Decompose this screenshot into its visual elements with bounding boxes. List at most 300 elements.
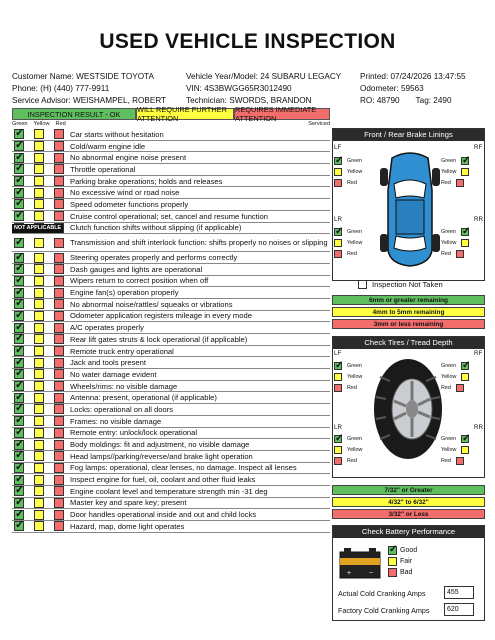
green-checkbox[interactable] [14,437,25,450]
inspection-item-label: Cruise control operational; set, cancel and resume function [70,211,268,221]
inspection-item-label: Locks: operational on all doors [70,404,174,414]
red-checkbox[interactable] [54,369,64,379]
yellow-checkbox[interactable] [34,264,44,274]
inspection-row [12,357,330,369]
inspection-row [12,346,330,358]
green-checkbox[interactable] [14,425,25,438]
option-label: Red [347,385,357,391]
svg-text:+: + [347,570,352,577]
status-legend [12,105,330,123]
tire-lf-red-option[interactable] [334,384,357,392]
check-icon: ✓ [15,414,25,427]
red-checkbox[interactable] [54,393,64,403]
green-checkbox[interactable] [14,381,24,391]
inspection-row [12,141,330,153]
red-checkbox[interactable] [54,164,64,174]
yellow-checkbox[interactable] [34,369,44,379]
red-checkbox[interactable] [54,381,64,391]
sublabel-green: Green [12,121,28,127]
yellow-checkbox[interactable] [34,404,44,414]
red-checkbox[interactable] [388,568,397,577]
inspection-item-label: Car starts without hesitation [70,129,164,139]
check-icon: ✓ [15,209,25,222]
inspection-row [12,381,330,393]
inspection-item-label: No excessive wind or road noise [70,188,180,198]
green-checkbox[interactable] [14,521,24,531]
inspection-item-label: Engine fan(s) operation properly [70,288,179,298]
check-icon: ✓ [15,332,25,345]
yellow-checkbox[interactable] [34,428,44,438]
green-checkbox[interactable] [14,235,25,248]
yellow-checkbox[interactable] [34,188,44,198]
battery-bad-option[interactable] [388,568,412,577]
option-label: Fair [400,558,413,565]
yellow-checkbox[interactable] [34,521,44,531]
option-label: Green [347,436,362,442]
option-label: Red [441,251,451,257]
yellow-checkbox[interactable] [34,463,44,473]
legend-further-attention: WILL REQUIRE FURTHER ATTENTION [136,108,234,120]
inspection-item-label: Wheels/rims: no visible damage [70,381,178,391]
inspection-item-label: Remote entry: unlock/lock operational [70,428,198,438]
check-icon: ✓ [15,197,25,210]
battery-fair-option[interactable] [388,557,412,566]
inspection-item-label: Speed odometer functions properly [70,199,189,209]
green-checkbox[interactable] [14,460,25,473]
inspection-item-label: Door handles operational inside and out and child locks [70,510,257,520]
yellow-checkbox[interactable] [334,446,342,454]
brake-lr-green-option[interactable] [334,228,362,236]
green-checkbox[interactable] [14,250,25,263]
inspection-row [12,187,330,199]
check-icon: ✓ [15,472,25,485]
vehicle-model: Vehicle Year/Model: 24 SUBARU LEGACY [186,72,342,81]
option-label: Bad [400,569,413,576]
yellow-checkbox[interactable] [34,129,44,139]
red-checkbox[interactable] [456,250,464,258]
technician: Technician: SWORDS, BRANDON [186,96,312,105]
check-icon: ✓ [15,262,25,275]
yellow-checkbox[interactable] [388,557,397,566]
option-label: Yellow [347,169,363,175]
yellow-checkbox[interactable] [34,393,44,403]
inspection-row [12,474,330,486]
inspection-item-label: Engine coolant level and temperature strength min -31 deg [70,486,268,496]
option-label: Yellow [441,169,457,175]
inspection-row [12,164,330,176]
check-icon: ✓ [15,519,25,532]
inspection-row [12,334,330,346]
inspection-item-label: Inspect engine for fuel, oil, coolant and other fluid leaks [70,475,256,485]
green-checkbox[interactable] [14,150,25,163]
tire-icon [370,357,446,461]
check-icon: ✓ [15,425,25,438]
check-icon: ✓ [15,507,25,520]
brake-lf-label: LF [334,144,342,151]
yellow-checkbox[interactable] [34,153,44,163]
inspection-item-label: Remote truck entry operational [70,346,174,356]
red-checkbox[interactable] [54,299,64,309]
tire-lf-green-option[interactable] [334,362,362,370]
inspection-row [12,369,330,381]
red-checkbox[interactable] [54,253,64,263]
not-taken-checkbox[interactable] [358,280,367,289]
brake-lr-label: LR [334,216,342,223]
green-checkbox[interactable] [334,228,342,236]
inspection-row [12,416,330,428]
green-checkbox[interactable] [14,390,25,403]
factory-cca-label: Factory Cold Cranking Amps [338,606,430,615]
green-checkbox[interactable] [334,157,342,165]
inspection-item-label: Antenna: present, operational (if applicable) [70,393,217,403]
inspection-item-label: Cold/warm engine idle [70,141,146,151]
inspection-row [12,129,330,141]
green-checkbox[interactable] [334,362,342,370]
green-checkbox[interactable] [14,211,24,221]
yellow-checkbox[interactable] [34,475,44,485]
sublabel-red: Red [55,121,66,127]
factory-cca-field[interactable]: 620 [444,603,474,616]
option-label: Good [400,547,418,554]
inspection-item-label: No water damage evident [70,369,157,379]
red-checkbox[interactable] [334,250,342,258]
brake-lr-yellow-option[interactable] [334,239,362,247]
red-checkbox[interactable] [54,440,64,450]
green-checkbox[interactable] [461,362,469,370]
green-checkbox[interactable] [14,164,24,174]
option-label: Red [441,385,451,391]
inspection-row [12,287,330,299]
option-label: Green [441,363,456,369]
inspection-item-label: No abnormal noise/rattles/ squeaks or vibrations [70,299,233,309]
brake-panel-title: Front / Rear Brake Linings [333,129,484,141]
check-icon: ✓ [335,433,344,444]
inspection-item-label: Throttle operational [70,164,136,174]
check-icon: ✓ [461,226,471,237]
brake-lf-yellow-option[interactable] [334,168,362,176]
red-checkbox[interactable] [54,463,64,473]
inspection-row [12,521,330,533]
yellow-checkbox[interactable] [34,211,44,221]
tire-band-green: 7/32" or Greater [332,485,485,495]
yellow-checkbox[interactable] [34,276,44,286]
printed-date: Printed: 07/24/2026 13:47:55 [360,72,466,81]
check-icon: ✓ [15,174,25,187]
green-checkbox[interactable] [14,346,24,356]
inspection-item-label: Parking brake operations; holds and releases [70,176,223,186]
option-label: Yellow [347,447,363,453]
red-checkbox[interactable] [54,521,64,531]
yellow-checkbox[interactable] [34,141,44,151]
red-checkbox[interactable] [54,358,64,368]
green-checkbox[interactable] [14,355,25,368]
green-checkbox[interactable] [14,495,25,508]
inspection-item-label: Head lamps//parking/reverse/and brake light operation [70,451,253,461]
yellow-checkbox[interactable] [34,416,44,426]
inspection-row [12,486,330,498]
page-title: USED VEHICLE INSPECTION [99,30,396,53]
green-checkbox[interactable] [14,334,24,344]
red-checkbox[interactable] [456,179,464,187]
svg-text:−: − [369,570,374,577]
green-checkbox[interactable] [14,486,24,496]
inspection-item-label: Transmission and shift interlock function: shifts properly no noises or slipping [70,237,328,247]
red-checkbox[interactable] [334,384,342,392]
inspection-row [12,176,330,188]
yellow-checkbox[interactable] [34,510,44,520]
yellow-checkbox[interactable] [34,440,44,450]
yellow-checkbox[interactable] [34,451,44,461]
option-label: Red [347,180,357,186]
check-icon: ✓ [15,402,25,415]
red-checkbox[interactable] [334,457,342,465]
green-checkbox[interactable] [14,185,25,198]
option-label: Red [441,458,451,464]
red-checkbox[interactable] [54,510,64,520]
check-icon: ✓ [15,390,25,403]
service-advisor: Service Advisor: WEISHAMPEL, ROBERT [12,96,167,105]
odometer: Odometer: 59563 [360,84,424,93]
check-icon: ✓ [15,367,25,380]
check-icon: ✓ [15,297,25,310]
yellow-checkbox[interactable] [34,176,44,186]
green-checkbox[interactable] [461,157,469,165]
yellow-checkbox[interactable] [34,288,44,298]
red-checkbox[interactable] [54,141,64,151]
inspection-row [12,439,330,451]
battery-good-option[interactable] [388,546,417,555]
red-checkbox[interactable] [54,199,64,209]
green-checkbox[interactable] [461,228,469,236]
red-checkbox[interactable] [54,264,64,274]
yellow-checkbox[interactable] [334,168,342,176]
red-checkbox[interactable] [54,188,64,198]
green-checkbox[interactable] [14,299,24,309]
option-label: Green [441,229,456,235]
check-icon: ✓ [15,379,25,392]
tire-lr-red-option[interactable] [334,457,357,465]
inspection-row [12,308,330,323]
green-checkbox[interactable] [14,320,25,333]
vehicle-vin: VIN: 4S3BWGG65R3012490 [186,84,292,93]
yellow-checkbox[interactable] [461,373,469,381]
inspection-row [12,322,330,334]
tag-number: Tag: 2490 [415,96,452,105]
green-checkbox[interactable] [334,435,342,443]
check-icon: ✓ [389,544,398,555]
sublabel-serviced: Serviced [308,121,330,127]
customer-info [12,71,166,107]
green-checkbox[interactable] [14,404,24,414]
inspection-row [12,234,330,252]
inspection-row [12,199,330,211]
green-checkbox[interactable] [14,308,25,321]
yellow-checkbox[interactable] [461,446,469,454]
yellow-checkbox[interactable] [334,373,342,381]
red-checkbox[interactable] [54,238,64,248]
option-label: Yellow [441,374,457,380]
inspection-row [12,460,330,475]
inspection-item-label: Fog lamps: operational, clear lenses, no damage. Inspect all lenses [70,463,297,473]
inspection-row [12,392,330,404]
sublabel-yellow: Yellow [33,121,50,127]
inspection-item-label: Frames: no visible damage [70,416,162,426]
not-taken-label: Inspection Not Taken [372,280,443,289]
tire-lf-yellow-option[interactable] [334,373,362,381]
check-icon: ✓ [15,127,25,140]
yellow-checkbox[interactable] [34,381,44,391]
yellow-checkbox[interactable] [34,164,44,174]
yellow-checkbox[interactable] [34,486,44,496]
check-icon: ✓ [15,437,25,450]
check-icon: ✓ [461,433,471,444]
tire-rf-label: RF [474,350,483,357]
option-label: Red [347,458,357,464]
check-icon: ✓ [15,273,25,286]
check-icon: ✓ [15,139,25,152]
red-checkbox[interactable] [456,384,464,392]
red-checkbox[interactable] [54,475,64,485]
green-checkbox[interactable] [14,451,24,461]
inspection-item-label: Steering operates properly and performs correctly [70,253,238,263]
green-checkbox[interactable] [14,285,25,298]
check-icon: ✓ [15,344,25,357]
ro-info [360,71,466,107]
customer-phone: Phone: (H) (440) 777-9911 [12,84,110,93]
inspection-row [12,152,330,164]
red-checkbox[interactable] [54,276,64,286]
check-icon: ✓ [15,185,25,198]
tire-lr-yellow-option[interactable] [334,446,362,454]
check-icon: ✓ [15,235,25,248]
yellow-checkbox[interactable] [334,239,342,247]
check-icon: ✓ [15,355,25,368]
red-checkbox[interactable] [54,153,64,163]
green-checkbox[interactable] [461,435,469,443]
red-checkbox[interactable] [54,311,64,321]
yellow-checkbox[interactable] [34,311,44,321]
inspection-row [12,252,330,264]
red-checkbox[interactable] [334,179,342,187]
green-checkbox[interactable] [14,369,24,379]
check-icon: ✓ [15,320,25,333]
tires-panel-title: Check Tires / Tread Depth [333,337,484,349]
red-checkbox[interactable] [54,428,64,438]
green-checkbox[interactable] [14,141,24,151]
yellow-checkbox[interactable] [34,346,44,356]
brake-lf-red-option[interactable] [334,179,357,187]
red-checkbox[interactable] [54,451,64,461]
check-icon: ✓ [15,495,25,508]
green-checkbox[interactable] [14,199,24,209]
inspection-item-label: Odometer application registers mileage in every mode [70,311,252,321]
brake-rr-label: RR [474,216,483,223]
brake-band-yellow: 4mm to 5mm remaining [332,307,485,317]
red-checkbox[interactable] [54,129,64,139]
inspection-row [12,264,330,276]
check-icon: ✓ [335,155,344,166]
inspection-item-label: Clutch function shifts without slipping (if applicable) [70,223,242,233]
green-checkbox[interactable] [388,546,397,555]
brake-lf-green-option[interactable] [334,157,362,165]
tire-band-yellow: 4/32" to 6/32" [332,497,485,507]
not-applicable-badge: NOT APPLICABLE [14,224,62,231]
yellow-checkbox[interactable] [34,238,44,248]
yellow-checkbox[interactable] [461,168,469,176]
green-checkbox[interactable] [14,472,25,485]
inspection-row [12,223,330,235]
red-checkbox[interactable] [54,211,64,221]
red-checkbox[interactable] [54,486,64,496]
check-icon: ✓ [15,308,25,321]
inspection-item-label: Hazard, map, dome light operates [70,521,185,531]
legend-ok: INSPECTION RESULT - OK [12,108,136,120]
yellow-checkbox[interactable] [34,334,44,344]
red-checkbox[interactable] [54,334,64,344]
option-label: Red [347,251,357,257]
green-checkbox[interactable] [14,416,24,426]
check-icon: ✓ [15,449,25,462]
check-icon: ✓ [461,360,471,371]
tire-rr-label: RR [474,424,483,431]
inspection-item-label: Master key and spare key; present [70,498,187,508]
yellow-checkbox[interactable] [34,358,44,368]
green-checkbox[interactable] [14,264,24,274]
check-icon: ✓ [15,285,25,298]
column-sublabels [12,121,330,127]
tire-lr-green-option[interactable] [334,435,362,443]
red-checkbox[interactable] [54,416,64,426]
tire-lr-label: LR [334,424,342,431]
green-checkbox[interactable] [14,507,25,520]
red-checkbox[interactable] [456,457,464,465]
green-checkbox[interactable] [14,129,24,139]
red-checkbox[interactable] [54,498,64,508]
yellow-checkbox[interactable] [34,323,44,333]
option-label: Yellow [441,240,457,246]
option-label: Yellow [347,374,363,380]
brake-band-green: 6mm or greater remaining [332,295,485,305]
check-icon: ✓ [15,150,25,163]
yellow-checkbox[interactable] [34,498,44,508]
yellow-checkbox[interactable] [34,299,44,309]
tire-band-red: 3/32" or Less [332,509,485,519]
red-checkbox[interactable] [54,176,64,186]
green-checkbox[interactable] [14,273,25,286]
yellow-checkbox[interactable] [461,239,469,247]
check-icon: ✓ [15,250,25,263]
red-checkbox[interactable] [54,346,64,356]
yellow-checkbox[interactable] [34,253,44,263]
vehicle-info [186,71,341,107]
inspection-item-label: Body moldings: fit and adjustment, no visible damage [70,440,250,450]
inspection-row [12,425,330,440]
option-label: Green [441,158,456,164]
actual-cca-label: Actual Cold Cranking Amps [338,589,426,598]
red-checkbox[interactable] [54,323,64,333]
red-checkbox[interactable] [54,404,64,414]
inspection-not-taken[interactable] [358,280,443,289]
red-checkbox[interactable] [54,288,64,298]
inspection-items-list [12,129,330,533]
yellow-checkbox[interactable] [34,199,44,209]
green-checkbox[interactable] [14,176,24,186]
ro-number: RO: 48790 [360,96,400,105]
check-icon: ✓ [15,460,25,473]
actual-cca-field[interactable]: 455 [444,586,474,599]
inspection-item-label: No abnormal engine noise present [70,153,187,163]
brake-lr-red-option[interactable] [334,250,357,258]
